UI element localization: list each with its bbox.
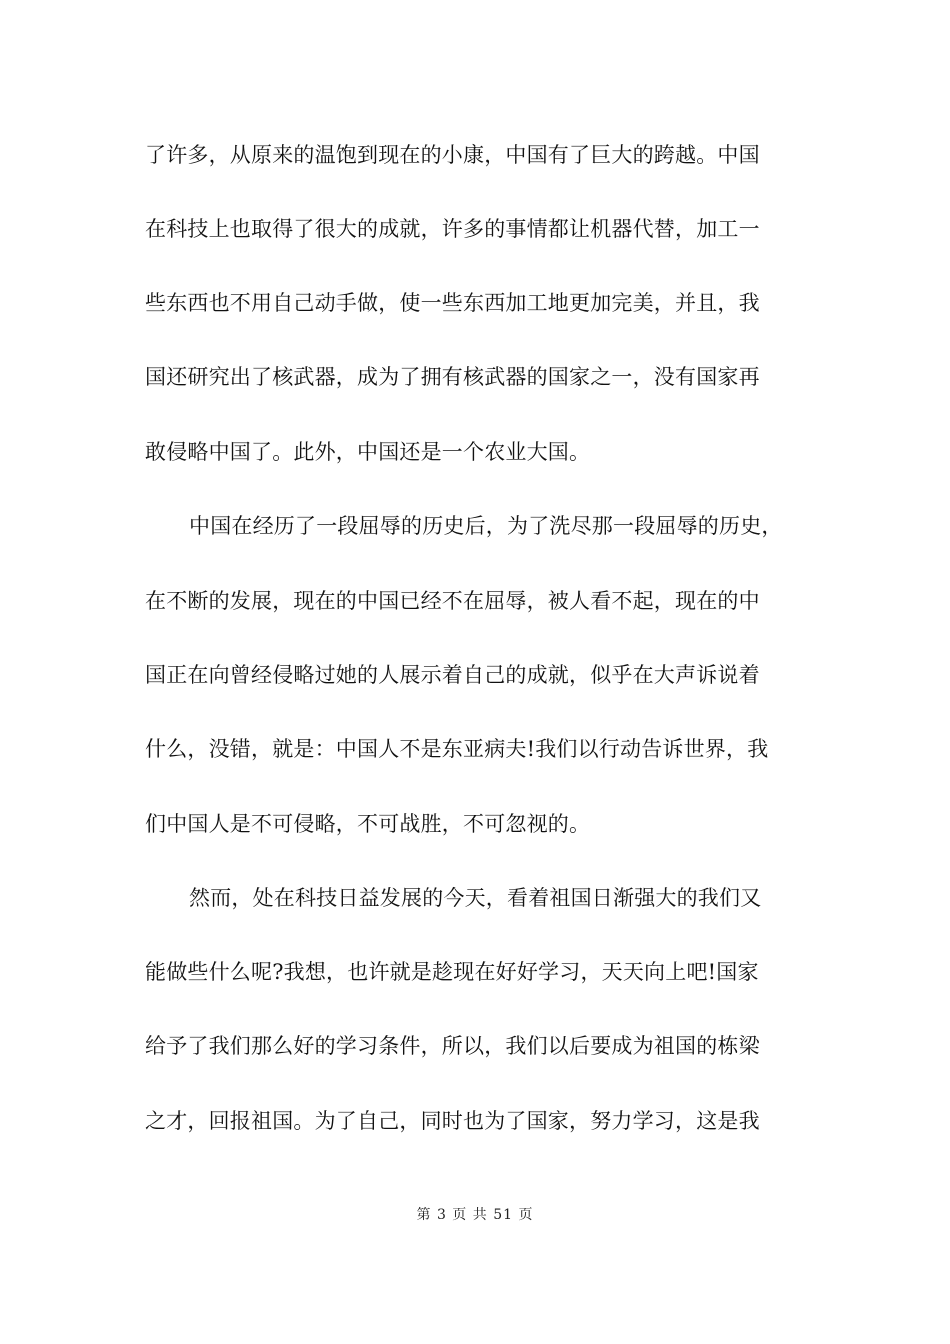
text-line-14: 之才，回报祖国。为了自己，同时也为了国家，努力学习，这是我 <box>145 1109 760 1133</box>
text-line-7: 在不断的发展，现在的中国已经不在屈辱，被人看不起，现在的中 <box>145 589 760 613</box>
text-line-12: 能做些什么呢?我想，也许就是趁现在好好学习，天天向上吧!国家 <box>145 960 759 984</box>
text-line-13: 给予了我们那么好的学习条件，所以，我们以后要成为祖国的栋梁 <box>145 1034 760 1058</box>
paragraph-2-first-line: 中国在经历了一段屈辱的历史后，为了洗尽那一段屈辱的历史， <box>189 514 783 538</box>
text-line-2: 在科技上也取得了很大的成就，许多的事情都让机器代替，加工一 <box>145 217 760 241</box>
text-line-10: 们中国人是不可侵略，不可战胜，不可忽视的。 <box>145 812 591 836</box>
text-line-8: 国正在向曾经侵略过她的人展示着自己的成就，似乎在大声诉说着 <box>145 663 760 687</box>
paragraph-3-first-line: 然而，处在科技日益发展的今天，看着祖国日渐强大的我们又 <box>189 886 762 910</box>
text-line-3: 些东西也不用自己动手做，使一些东西加工地更加完美，并且，我 <box>145 291 760 315</box>
text-line-5: 敢侵略中国了。此外，中国还是一个农业大国。 <box>145 440 591 464</box>
page-number-footer: 第 3 页 共 51 页 <box>416 1207 534 1223</box>
text-line-4: 国还研究出了核武器，成为了拥有核武器的国家之一，没有国家再 <box>145 365 760 389</box>
text-line-9: 什么，没错，就是：中国人不是东亚病夫!我们以行动告诉世界，我 <box>145 737 769 761</box>
text-line-1: 了许多，从原来的温饱到现在的小康，中国有了巨大的跨越。中国 <box>145 143 760 167</box>
